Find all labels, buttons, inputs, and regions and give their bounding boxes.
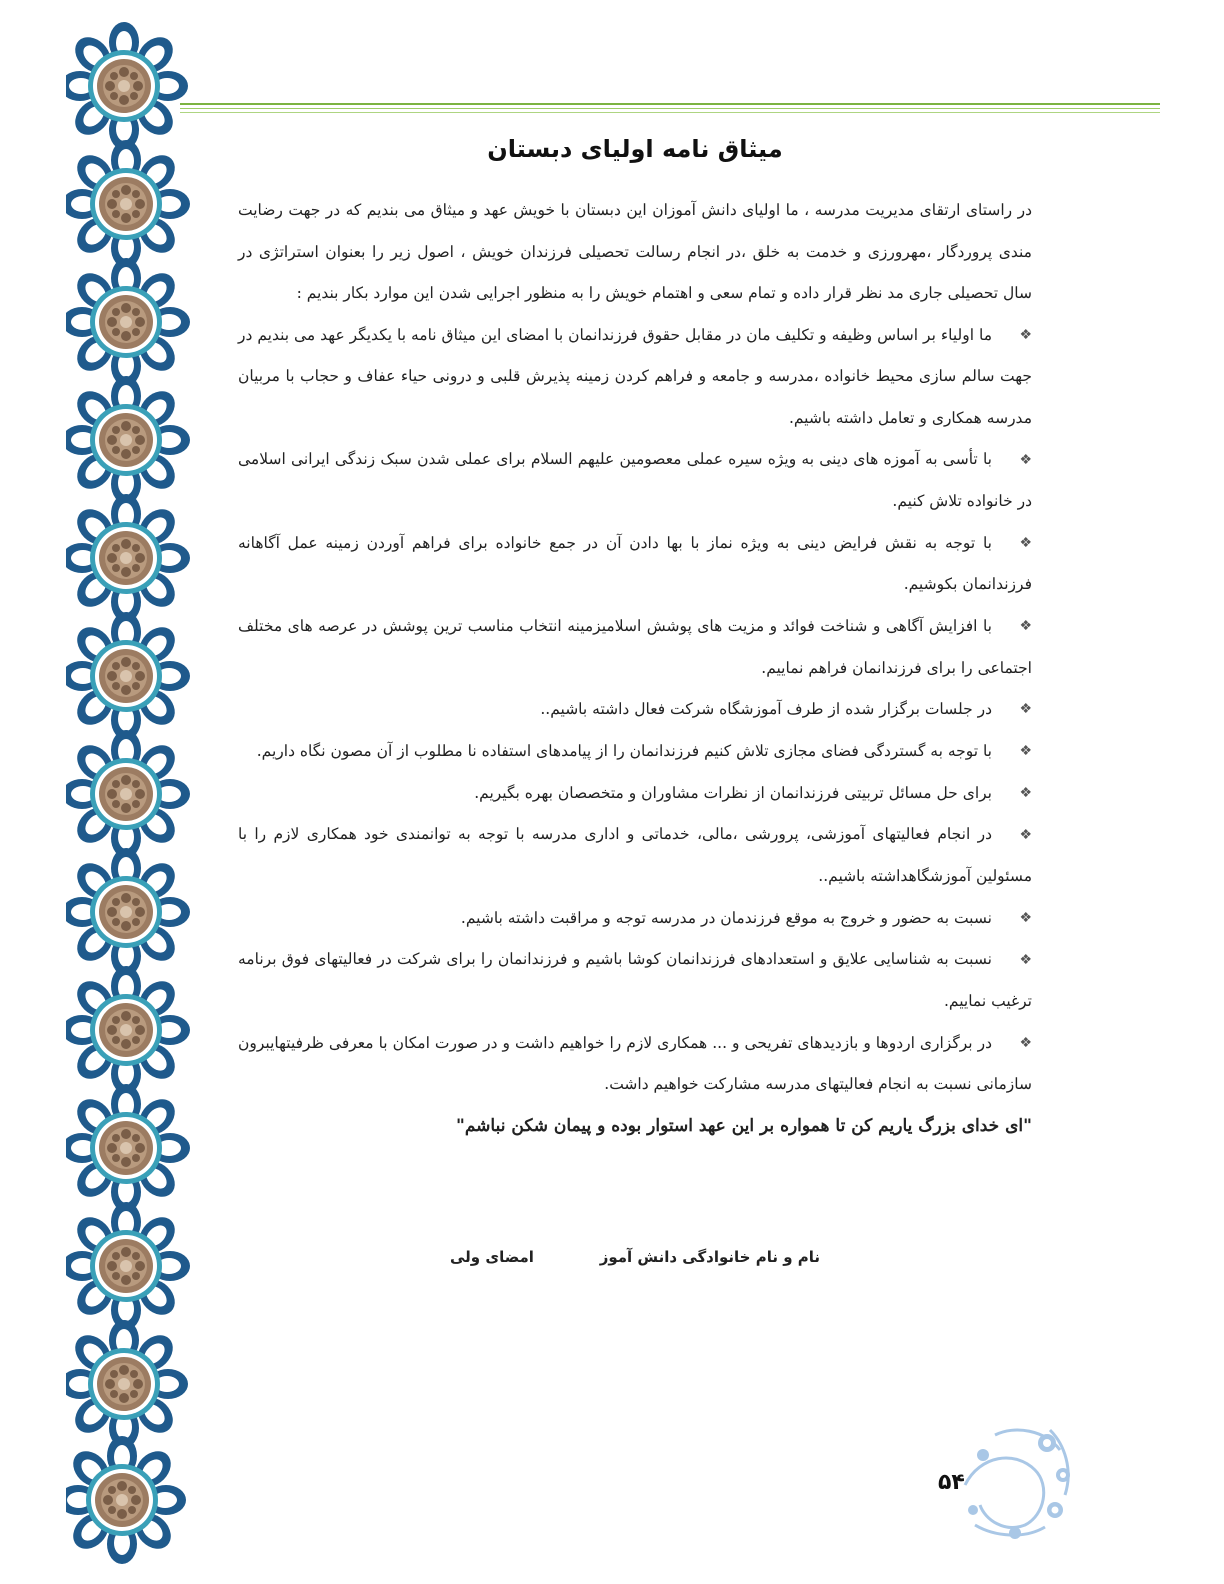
page-title: میثاق نامه اولیای دبستان: [487, 135, 783, 163]
list-item-text: در جلسات برگزار شده از طرف آموزشگاه شرکت فعال داشته باشیم..: [540, 700, 992, 718]
document-body: [238, 190, 1032, 1147]
list-item: [238, 731, 1032, 773]
list-item: [238, 814, 1032, 897]
pledge-list: [238, 315, 1032, 1106]
list-item-text: با افزایش آگاهی و شناخت فوائد و مزیت های پوشش اسلامیزمینه انتخاب مناسب ترین پوشش در عرصه های مختلف اجتماعی را برای فرزندانمان فراهم نماییم.: [238, 616, 1032, 677]
list-item-text: در برگزاری اردوها و بازدیدهای تفریحی و ... همکاری لازم را خواهیم داشت و در صورت امکان با معرفی ظرفیتهایبرون سازمانی نسبت به انجام فعالیتهای مدرسه مشارکت خواهیم داشت.: [238, 1033, 1032, 1094]
list-item: [238, 523, 1032, 606]
list-item-text: در انجام فعالیتهای آموزشی، پرورشی ،مالی، خدماتی و اداری مدرسه با توجه به توانمندی خود همکاری لازم را با مسئولین آموزشگاهداشته باشیم..: [238, 825, 1032, 885]
student-name-label: نام و نام خانوادگی دانش آموز: [599, 1248, 820, 1266]
closing-prayer: "ای خدای بزرگ یاریم کن تا همواره بر این عهد استوار بوده و پیمان شکن نباشم": [456, 1115, 1032, 1136]
floral-rosette-icon: [66, 20, 192, 1570]
list-item: [238, 689, 1032, 731]
rule-line: [180, 108, 1160, 109]
intro-paragraph: در راستای ارتقای مدیریت مدرسه ، ما اولیای دانش آموزان این دبستان با خویش عهد و میثاق می بندیم که در جهت رضایت مندی پروردگار ،مهرورزی و خدمت به خلق ،در انجام رسالت تحصیلی فرزندان خویش ، اصول زیر را بعنوان استراتژی در سال تحصیلی جاری مد نظر قرار داده و تمام سعی و اهتمام خویش را به منظور اجرایی شدن این موارد بکار بندیم :: [238, 201, 1032, 302]
parent-signature-label: امضای ولی: [450, 1248, 534, 1266]
list-item: [238, 898, 1032, 940]
page-number: ۵۴: [938, 1470, 965, 1495]
diamond-bullet-icon: ❖: [1019, 451, 1032, 468]
list-item: [238, 773, 1032, 815]
diamond-bullet-icon: ❖: [1019, 826, 1032, 843]
diamond-bullet-icon: ❖: [1019, 743, 1032, 759]
list-item: [238, 1023, 1032, 1106]
list-item: [238, 315, 1032, 440]
top-decorative-rules: [180, 103, 1160, 117]
diamond-bullet-icon: ❖: [1019, 326, 1032, 343]
diamond-bullet-icon: ❖: [1019, 1034, 1032, 1051]
list-item: [238, 606, 1032, 689]
list-item: [238, 439, 1032, 522]
diamond-bullet-icon: ❖: [1019, 951, 1032, 968]
floral-corner-ornament-icon: [955, 1415, 1080, 1540]
rule-line: [180, 103, 1160, 105]
diamond-bullet-icon: ❖: [1019, 701, 1032, 718]
diamond-bullet-icon: ❖: [1019, 534, 1032, 551]
signature-row: [440, 1248, 840, 1272]
diamond-bullet-icon: ❖: [1019, 784, 1032, 801]
list-item-text: برای حل مسائل تربیتی فرزندانمان از نظرات مشاوران و متخصصان بهره بگیریم.: [474, 783, 992, 802]
list-item-text: با توجه به نقش فرایض دینی به ویژه نماز با بها دادن آن در جمع خانواده برای فراهم آوردن زمینه عمل آگاهانه فرزندانمان بکوشیم.: [238, 533, 1032, 594]
diamond-bullet-icon: ❖: [1019, 618, 1032, 634]
list-item-text: ما اولیاء بر اساس وظیفه و تکلیف مان در مقابل حقوق فرزندانمان با امضای این میثاق نامه با یکدیگر عهد می بندیم در جهت سالم سازی محیط خانواده ،مدرسه و جامعه و فراهم کردن زمینه پذیرش قلبی و درونی حیاء عفاف و حجاب با مربیان مدرسه همکاری و تعامل داشته باشیم.: [238, 325, 1032, 427]
list-item-text: با تأسی به آموزه های دینی به ویژه سیره عملی معصومین علیهم السلام برای عملی شدن سبک زندگی ایرانی اسلامی در خانواده تلاش کنیم.: [238, 450, 1032, 510]
floral-border-column: [66, 20, 192, 1570]
list-item-text: نسبت به حضور و خروج به موقع فرزندمان در مدرسه توجه و مراقبت داشته باشیم.: [460, 908, 992, 927]
list-item-text: با توجه به گستردگی فضای مجازی تلاش کنیم فرزندانمان را از پیامدهای استفاده نا مطلوب از آن مصون نگاه داریم.: [256, 741, 992, 760]
diamond-bullet-icon: ❖: [1019, 909, 1032, 926]
list-item: [238, 939, 1032, 1022]
rule-line: [180, 112, 1160, 113]
list-item-text: نسبت به شناسایی علایق و استعدادهای فرزندانمان کوشا باشیم و فرزندانمان را برای شرکت در فعالیتهای فوق برنامه ترغیب نماییم.: [238, 950, 1032, 1010]
